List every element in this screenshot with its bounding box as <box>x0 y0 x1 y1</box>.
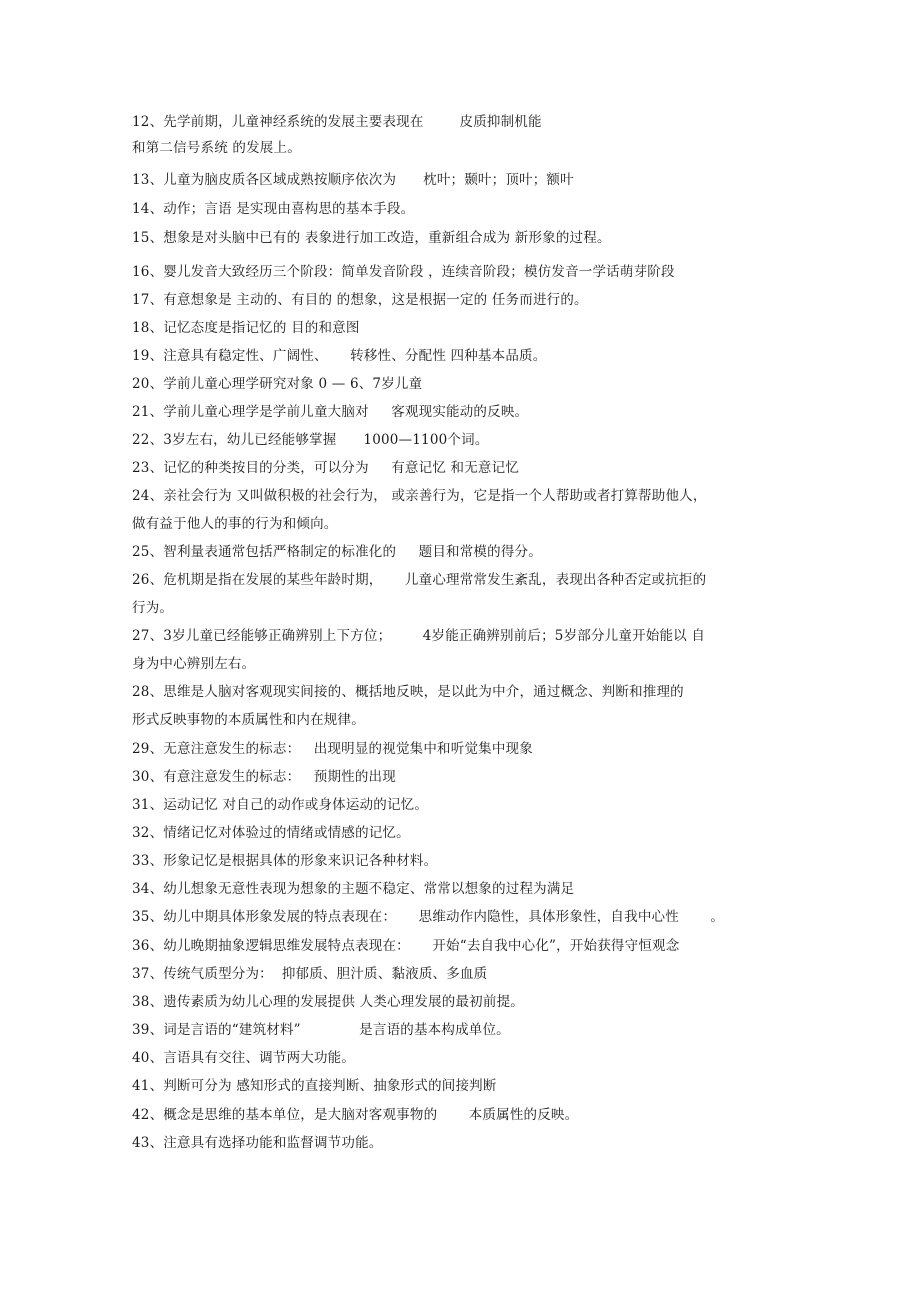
text-line: 15、想象是对头脑中已有的 表象进行加工改造，重新组合成为 新形象的过程。 <box>132 230 611 246</box>
text-line: 23、记忆的种类按目的分类，可以分为 有意记忆 和无意记忆 <box>132 460 520 476</box>
text-line: 21、学前儿童心理学是学前儿童大脑对 客观现实能动的反映。 <box>132 404 529 420</box>
text-line: 38、遗传素质为幼儿心理的发展提供 人类心理发展的最初前提。 <box>132 994 524 1010</box>
text-line: 41、判断可分为 感知形式的直接判断、抽象形式的间接判断 <box>132 1078 497 1094</box>
text-line: 26、危机期是指在发展的某些年龄时期， 儿童心理常常发生紊乱，表现出各种否定或抗拒的 <box>132 572 707 588</box>
text-line: 16、婴儿发音大致经历三个阶段：简单发音阶段 ，连续音阶段；模仿发音一学话萌芽阶段 <box>132 264 675 280</box>
text-line: 12、先学前期，儿童神经系统的发展主要表现在 皮质抑制机能 <box>132 114 542 130</box>
text-line: 20、学前儿童心理学研究对象 0 — 6、7岁儿童 <box>132 376 423 392</box>
text-line: 36、幼儿晚期抽象逻辑思维发展特点表现在： 开始“去自我中心化”，开始获得守恒观念 <box>132 938 680 954</box>
text-line: 28、思维是人脑对客观现实间接的、概括地反映，是以此为中介，通过概念、判断和推理的 <box>132 684 684 700</box>
text-line: 40、言语具有交往、调节两大功能。 <box>132 1050 356 1066</box>
text-line: 25、智利量表通常包括严格制定的标准化的 题目和常模的得分。 <box>132 544 542 560</box>
text-line: 和第二信号系统 的发展上。 <box>132 140 301 156</box>
text-line: 形式反映事物的本质属性和内在规律。 <box>132 712 365 728</box>
text-line: 22、3岁左右，幼儿已经能够掌握 1000—1100个词。 <box>132 432 489 448</box>
text-line: 13、儿童为脑皮质各区域成熟按顺序依次为 枕叶；颞叶；顶叶；额叶 <box>132 172 574 188</box>
text-line: 24、亲社会行为 又叫做积极的社会行为， 或亲善行为，它是指一个人帮助或者打算帮助他人， <box>132 488 707 504</box>
text-line: 33、形象记忆是根据具体的形象来识记各种材料。 <box>132 853 438 869</box>
text-line: 29、无意注意发生的标志： 出现明显的视觉集中和听觉集中现象 <box>132 741 533 757</box>
text-line: 做有益于他人的事的行为和倾向。 <box>132 516 338 532</box>
text-line: 37、传统气质型分为： 抑郁质、胆汁质、黏液质、多血质 <box>132 966 488 982</box>
text-line: 27、3岁儿童已经能够正确辨别上下方位； 4岁能正确辨别前后；5岁部分儿童开始能以 自 <box>132 628 706 644</box>
text-line: 行为。 <box>132 600 174 616</box>
text-line: 35、幼儿中期具体形象发展的特点表现在： 思维动作内隐性，具体形象性，自我中心性 。 <box>132 909 725 925</box>
text-line: 19、注意具有稳定性、广阔性、 转移性、分配性 四种基本品质。 <box>132 348 547 364</box>
text-line: 30、有意注意发生的标志： 预期性的出现 <box>132 769 396 785</box>
text-line: 17、有意想象是 主动的、有目的 的想象，这是根据一定的 任务而进行的。 <box>132 292 588 308</box>
text-line: 18、记忆态度是指记忆的 目的和意图 <box>132 320 360 336</box>
text-line: 43、注意具有选择功能和监督调节功能。 <box>132 1135 383 1151</box>
text-line: 42、概念是思维的基本单位，是大脑对客观事物的 本质属性的反映。 <box>132 1107 579 1123</box>
text-line: 34、幼儿想象无意性表现为想象的主题不稳定、常常以想象的过程为满足 <box>132 881 575 897</box>
text-line: 39、词是言语的“建筑材料” 是言语的基本构成单位。 <box>132 1022 510 1038</box>
text-line: 32、情绪记忆对体验过的情绪或情感的记忆。 <box>132 825 410 841</box>
text-line: 31、运动记忆 对自己的动作或身体运动的记忆。 <box>132 797 429 813</box>
text-line: 身为中心辨别左右。 <box>132 656 256 672</box>
text-line: 14、动作；言语 是实现由喜构思的基本手段。 <box>132 201 415 217</box>
